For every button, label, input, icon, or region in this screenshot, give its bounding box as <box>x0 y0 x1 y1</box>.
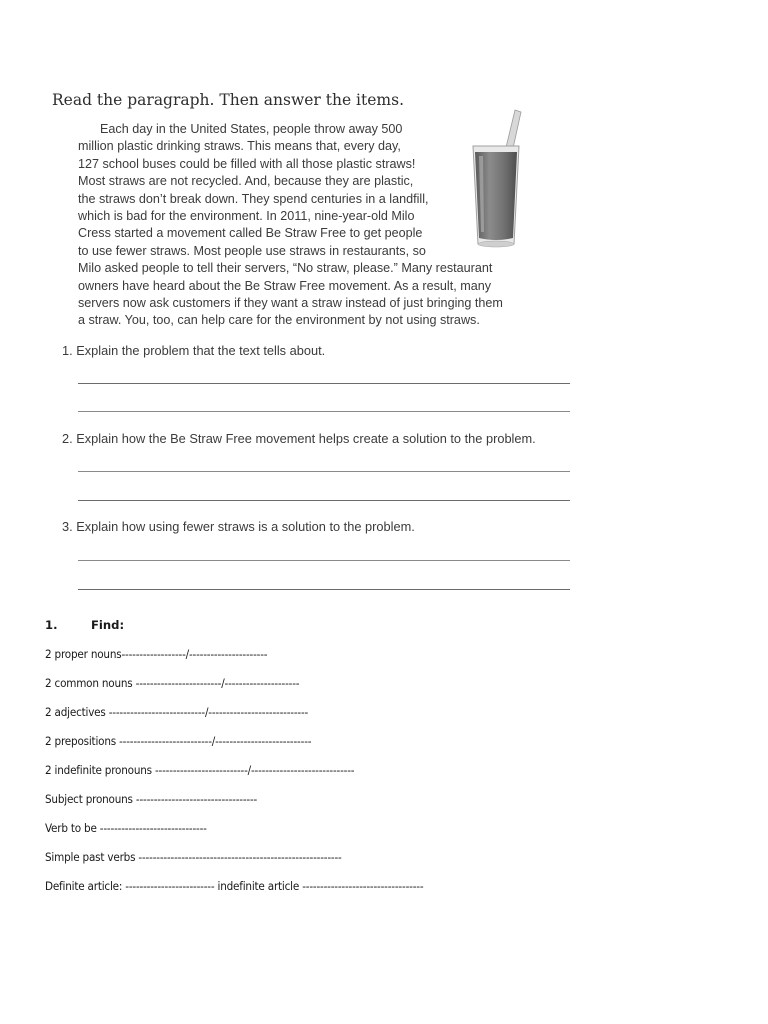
worksheet-heading: Read the paragraph. Then answer the items. <box>52 91 404 109</box>
paragraph-line: servers now ask customers if they want a straw instead of just bringing them <box>78 296 503 311</box>
exercise-item: Subject pronouns ---------------------------------- <box>45 792 258 806</box>
paragraph-line: a straw. You, too, can help care for the environment by not using straws. <box>78 313 480 328</box>
paragraph-line: Cress started a movement called Be Straw Free to get people <box>78 226 423 241</box>
answer-line[interactable] <box>78 589 570 590</box>
exercise-item: 2 proper nouns------------------/---------------------- <box>45 647 268 661</box>
paragraph-line: Each day in the United States, people throw away 500 <box>100 122 403 136</box>
paragraph-line: million plastic drinking straws. This means that, every day, <box>78 139 401 154</box>
answer-line[interactable] <box>78 471 570 472</box>
exercise-label: Find: <box>91 618 125 632</box>
paragraph-line: the straws don’t break down. They spend centuries in a landfill, <box>78 191 429 206</box>
exercise-item: 2 indefinite pronouns --------------------------/----------------------------- <box>45 763 355 777</box>
paragraph-line: which is bad for the environment. In 2011, nine-year-old Milo <box>78 209 415 224</box>
answer-line[interactable] <box>78 500 570 501</box>
glass-with-straw-icon <box>465 108 527 250</box>
exercise-item: Simple past verbs --------------------------------------------------------- <box>45 850 342 864</box>
exercise-number: 1. <box>45 618 58 632</box>
exercise-item: 2 common nouns ------------------------/--------------------- <box>45 676 300 690</box>
paragraph-line: Milo asked people to tell their servers, “No straw, please.” Many restaurant <box>78 261 493 276</box>
exercise-item: 2 prepositions --------------------------/--------------------------- <box>45 734 312 748</box>
question-3: 3. Explain how using fewer straws is a solution to the problem. <box>62 519 415 534</box>
paragraph-line: 127 school buses could be filled with all those plastic straws! <box>78 156 416 171</box>
answer-line[interactable] <box>78 560 570 561</box>
paragraph-line: to use fewer straws. Most people use straws in restaurants, so <box>78 243 426 258</box>
paragraph-line: owners have heard about the Be Straw Free movement. As a result, many <box>78 278 492 293</box>
answer-line[interactable] <box>78 383 570 384</box>
exercise-item: 2 adjectives ---------------------------/---------------------------- <box>45 705 309 719</box>
question-2: 2. Explain how the Be Straw Free movement helps create a solution to the problem. <box>62 431 536 446</box>
answer-line[interactable] <box>78 411 570 412</box>
exercise-item: Definite article: ------------------------- indefinite article ---------------------------------- <box>45 879 424 893</box>
question-1: 1. Explain the problem that the text tells about. <box>62 343 326 358</box>
exercise-title <box>45 618 124 632</box>
paragraph-line: Most straws are not recycled. And, because they are plastic, <box>78 174 414 189</box>
exercise-item: Verb to be ------------------------------ <box>45 821 207 835</box>
